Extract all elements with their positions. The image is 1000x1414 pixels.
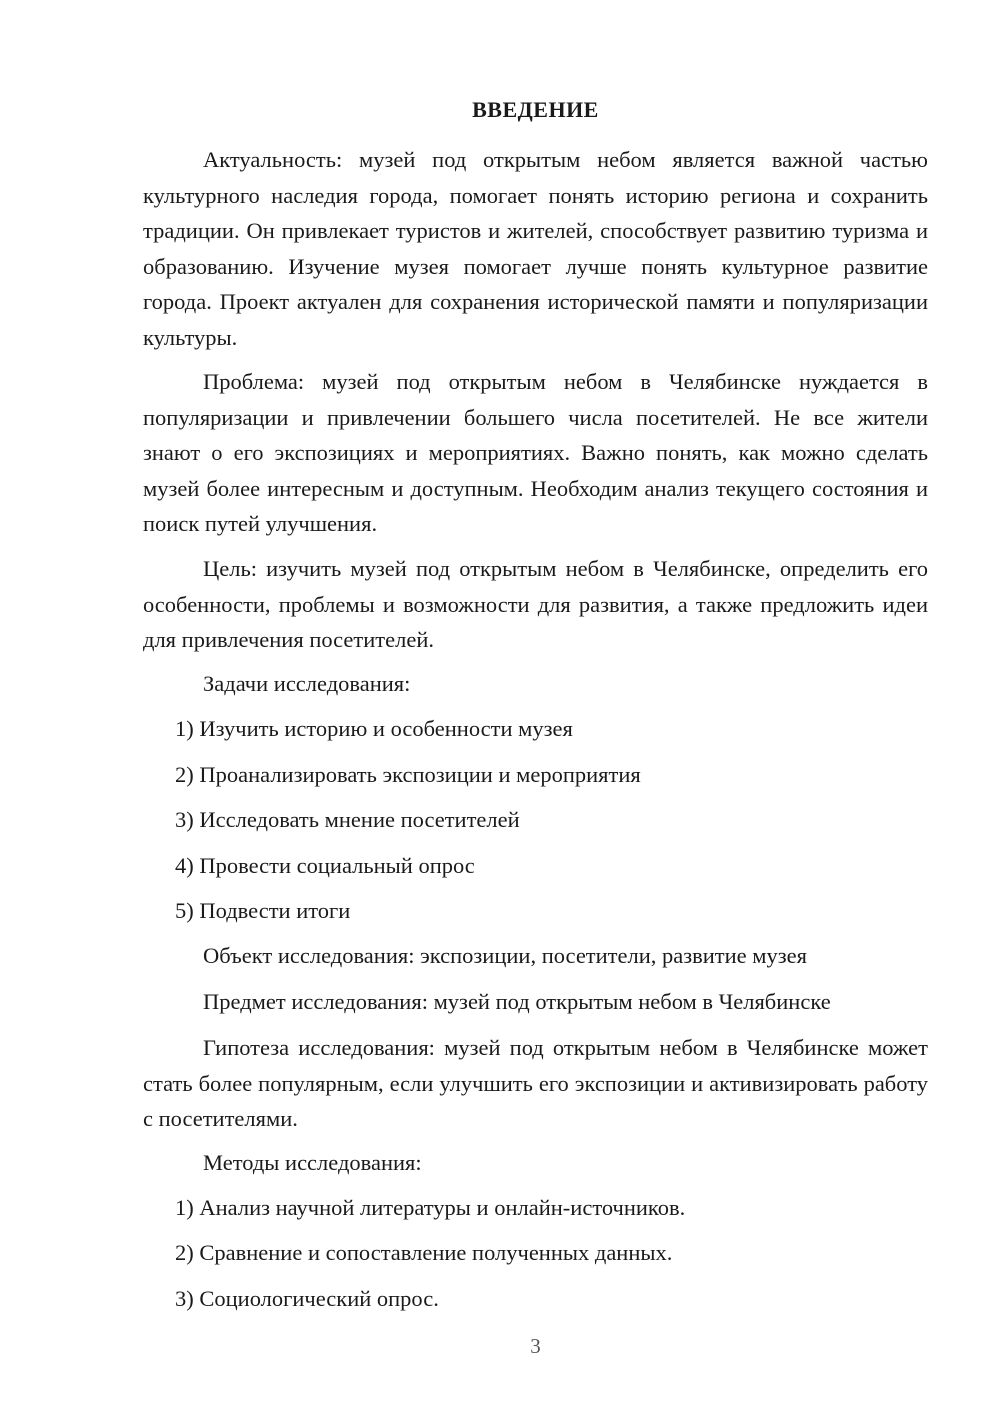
research-object: Объект исследования: экспозиции, посетители, развитие музея — [203, 943, 808, 968]
tasks-heading: Задачи исследования: — [203, 671, 411, 696]
goal-paragraph: Цель: изучить музей под открытым небом в Челябинске, определить его особенности, проблемы и возможности для развития, а также предложить идеи для привлечения посетителей. — [143, 556, 928, 652]
method-item: 2) Сравнение и сопоставление полученных данных. — [175, 1240, 673, 1265]
methods-heading: Методы исследования: — [203, 1150, 422, 1175]
document-page — [143, 0, 928, 1414]
task-item: 3) Исследовать мнение посетителей — [175, 807, 520, 832]
research-subject: Предмет исследования: музей под открытым небом в Челябинске — [203, 989, 831, 1014]
page-title: ВВЕДЕНИЕ — [472, 97, 599, 122]
hypothesis-paragraph: Гипотеза исследования: музей под открытым небом в Челябинске может стать более популярным, если улучшить его экспозиции и активизировать работу с посетителями. — [143, 1035, 928, 1131]
task-item: 5) Подвести итоги — [175, 898, 351, 923]
task-item: 4) Провести социальный опрос — [175, 853, 475, 878]
task-item: 1) Изучить историю и особенности музея — [175, 716, 573, 741]
relevance-paragraph: Актуальность: музей под открытым небом является важной частью культурного наследия города, помогает понять историю региона и сохранить традиции. Он привлекает туристов и жителей, способствует развитию туризма и образованию. Изучение музея помогает лучше понять культурное развитие города. Проект актуален для сохранения исторической памяти и популяризации культуры. — [143, 147, 928, 350]
problem-paragraph: Проблема: музей под открытым небом в Челябинске нуждается в популяризации и привлечении большего числа посетителей. Не все жители знают о его экспозициях и мероприятиях. Важно понять, как можно сделать музей более интересным и доступным. Необходим анализ текущего состояния и поиск путей улучшения. — [143, 369, 928, 536]
method-item: 1) Анализ научной литературы и онлайн-источников. — [175, 1195, 686, 1220]
method-item: 3) Социологический опрос. — [175, 1286, 439, 1311]
task-item: 2) Проанализировать экспозиции и мероприятия — [175, 762, 641, 787]
page-number: 3 — [530, 1334, 541, 1358]
